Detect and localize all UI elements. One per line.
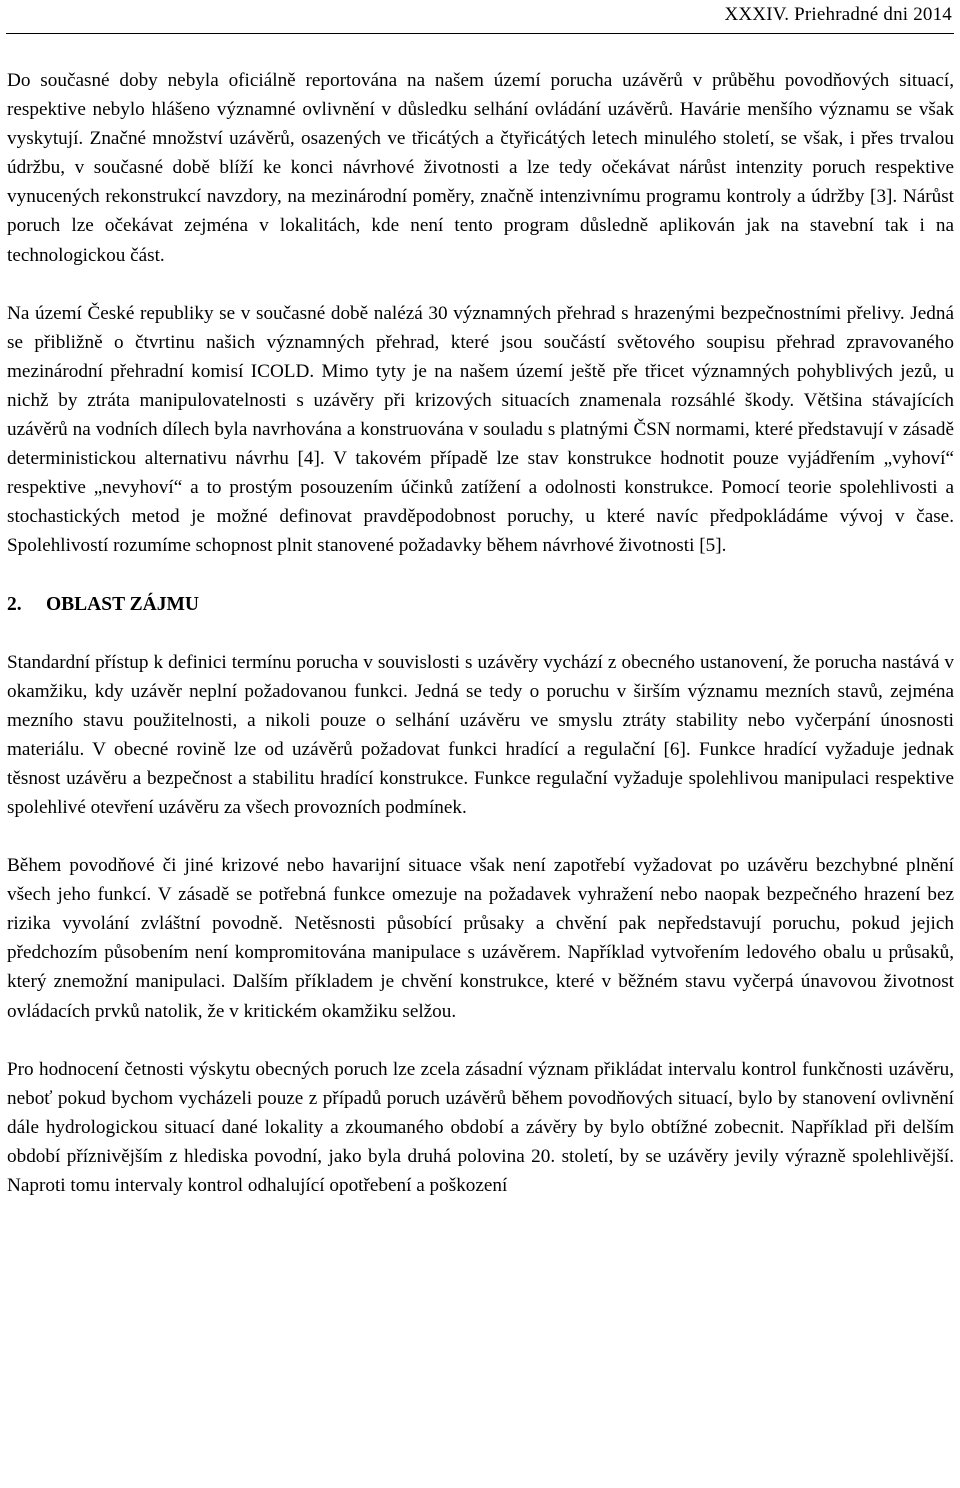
paragraph-failures-overview: Do současné doby nebyla oficiálně reportována na našem území porucha uzávěrů v průběhu povodňových situací, respektive nebylo hlášeno významné ovlivnění v důsledku selhání ovládání uzávěrů. Havárie menšího významu se však vyskytují. Značné množství uzávěrů, osazených ve třicátých a čtyřicátých letech minulého století, se však, i přes trvalou údržbu, v současné době blíží ke konci návrhové životnosti a lze tedy očekávat nárůst intenzity poruch respektive vynucených rekonstrukcí navzdory, na mezinárodní poměry, značně intenzivnímu programu kontroly a údržby [3]. Nárůst poruch lze očekávat zejména v lokalitách, kde není tento program důsledně aplikován jak na stavební tak i na technologickou část. bbox=[7, 70, 954, 266]
section-heading bbox=[7, 590, 954, 619]
header-rule bbox=[6, 33, 954, 34]
paragraph-crisis-function: Během povodňové či jiné krizové nebo havarijní situace však není zapotřebí vyžadovat po uzávěru bezchybné plnění všech jeho funkcí. V zásadě se potřebná funkce omezuje na požadavek vyhražení nebo naopak bezpečného hrazení bez rizika vyvolání zvláštní povodně. Netěsnosti působící průsaky a chvění pak nepředstavují poruchu, pokud jejich předchozím působením není kompromitována manipulace s uzávěrem. Například vytvořením ledového obalu u průsaků, který znemožní manipulaci. Dalším příkladem je chvění konstrukce, které v běžném stavu vyčerpá únavovou životnost ovládacích prvků natolik, že v kritickém okamžiku selžou. bbox=[7, 855, 954, 1022]
paragraph-failure-definition: Standardní přístup k definici termínu porucha v souvislosti s uzávěry vychází z obecného ustanovení, že porucha nastává v okamžiku, kdy uzávěr neplní požadovanou funkci. Jedná se tedy o poruchu v širším významu mezních stavů, zejména mezního stavu použitelnosti, a nikoli pouze o selhání uzávěru ve smyslu ztráty stability nebo vyčerpání únosnosti materiálu. V obecné rovině lze od uzávěrů požadovat funkci hradící a regulační [6]. Funkce hradící vyžaduje jednak těsnost uzávěru a bezpečnost a stabilitu hradící konstrukce. Funkce regulační vyžaduje spolehlivou manipulaci respektive spolehlivé otevření uzávěru za všech provozních podmínek. bbox=[7, 651, 954, 818]
section-number: 2. bbox=[7, 593, 22, 615]
paragraph-inspection-intervals: Pro hodnocení četnosti výskytu obecných poruch lze zcela zásadní význam přikládat intervalu kontrol funkčnosti uzávěru, neboť pokud bychom vycházeli pouze z případů poruch uzávěrů během povodňových situací, bylo by stanovení ovlivnění dále hydrologickou situací dané lokality a zkoumaného období a závěry by bylo obtížné zobecnit. Například při delším období příznivějším z hlediska povodní, jako byla druhá polovina 20. století, by se uzávěry jevily výrazně spolehlivější. Naproti tomu intervaly kontrol odhalující opotřebení a poškození bbox=[7, 1058, 954, 1196]
page-content bbox=[7, 66, 954, 1229]
paragraph-czech-dams: Na území České republiky se v současné době nalézá 30 významných přehrad s hrazenými bezpečnostními přelivy. Jedná se přibližně o čtvrtinu našich významných přehrad, které jsou součástí světového soupisu přehrad zpravovaného mezinárodní přehradní komisí ICOLD. Mimo tyty je na našem území ještě pře třicet významných pohyblivých jezů, u nichž by ztráta manipulovatelnosti s uzávěry při krizových situacích znamenala rozsáhlé škody. Většina stávajících uzávěrů na vodních dílech byla navrhována a konstruována v souladu s platnými ČSN normami, které představují v zásadě deterministickou alternativu návrhu [4]. V takovém případě lze stav konstrukce hodnotit pouze vyjádřením „vyhoví“ respektive „nevyhoví“ a to prostým posouzením účinků zatížení a odolnosti konstrukce. Pomocí teorie spolehlivosti a stochastických metod je možné definovat pravděpodobnost poruchy, u které navíc předpokládáme vývoj v čase. Spolehlivostí rozumíme schopnost plnit stanovené požadavky během návrhové životnosti [5]. bbox=[7, 302, 954, 557]
running-header: XXXIV. Priehradné dni 2014 bbox=[724, 4, 952, 25]
section-title: OBLAST ZÁJMU bbox=[46, 593, 199, 615]
